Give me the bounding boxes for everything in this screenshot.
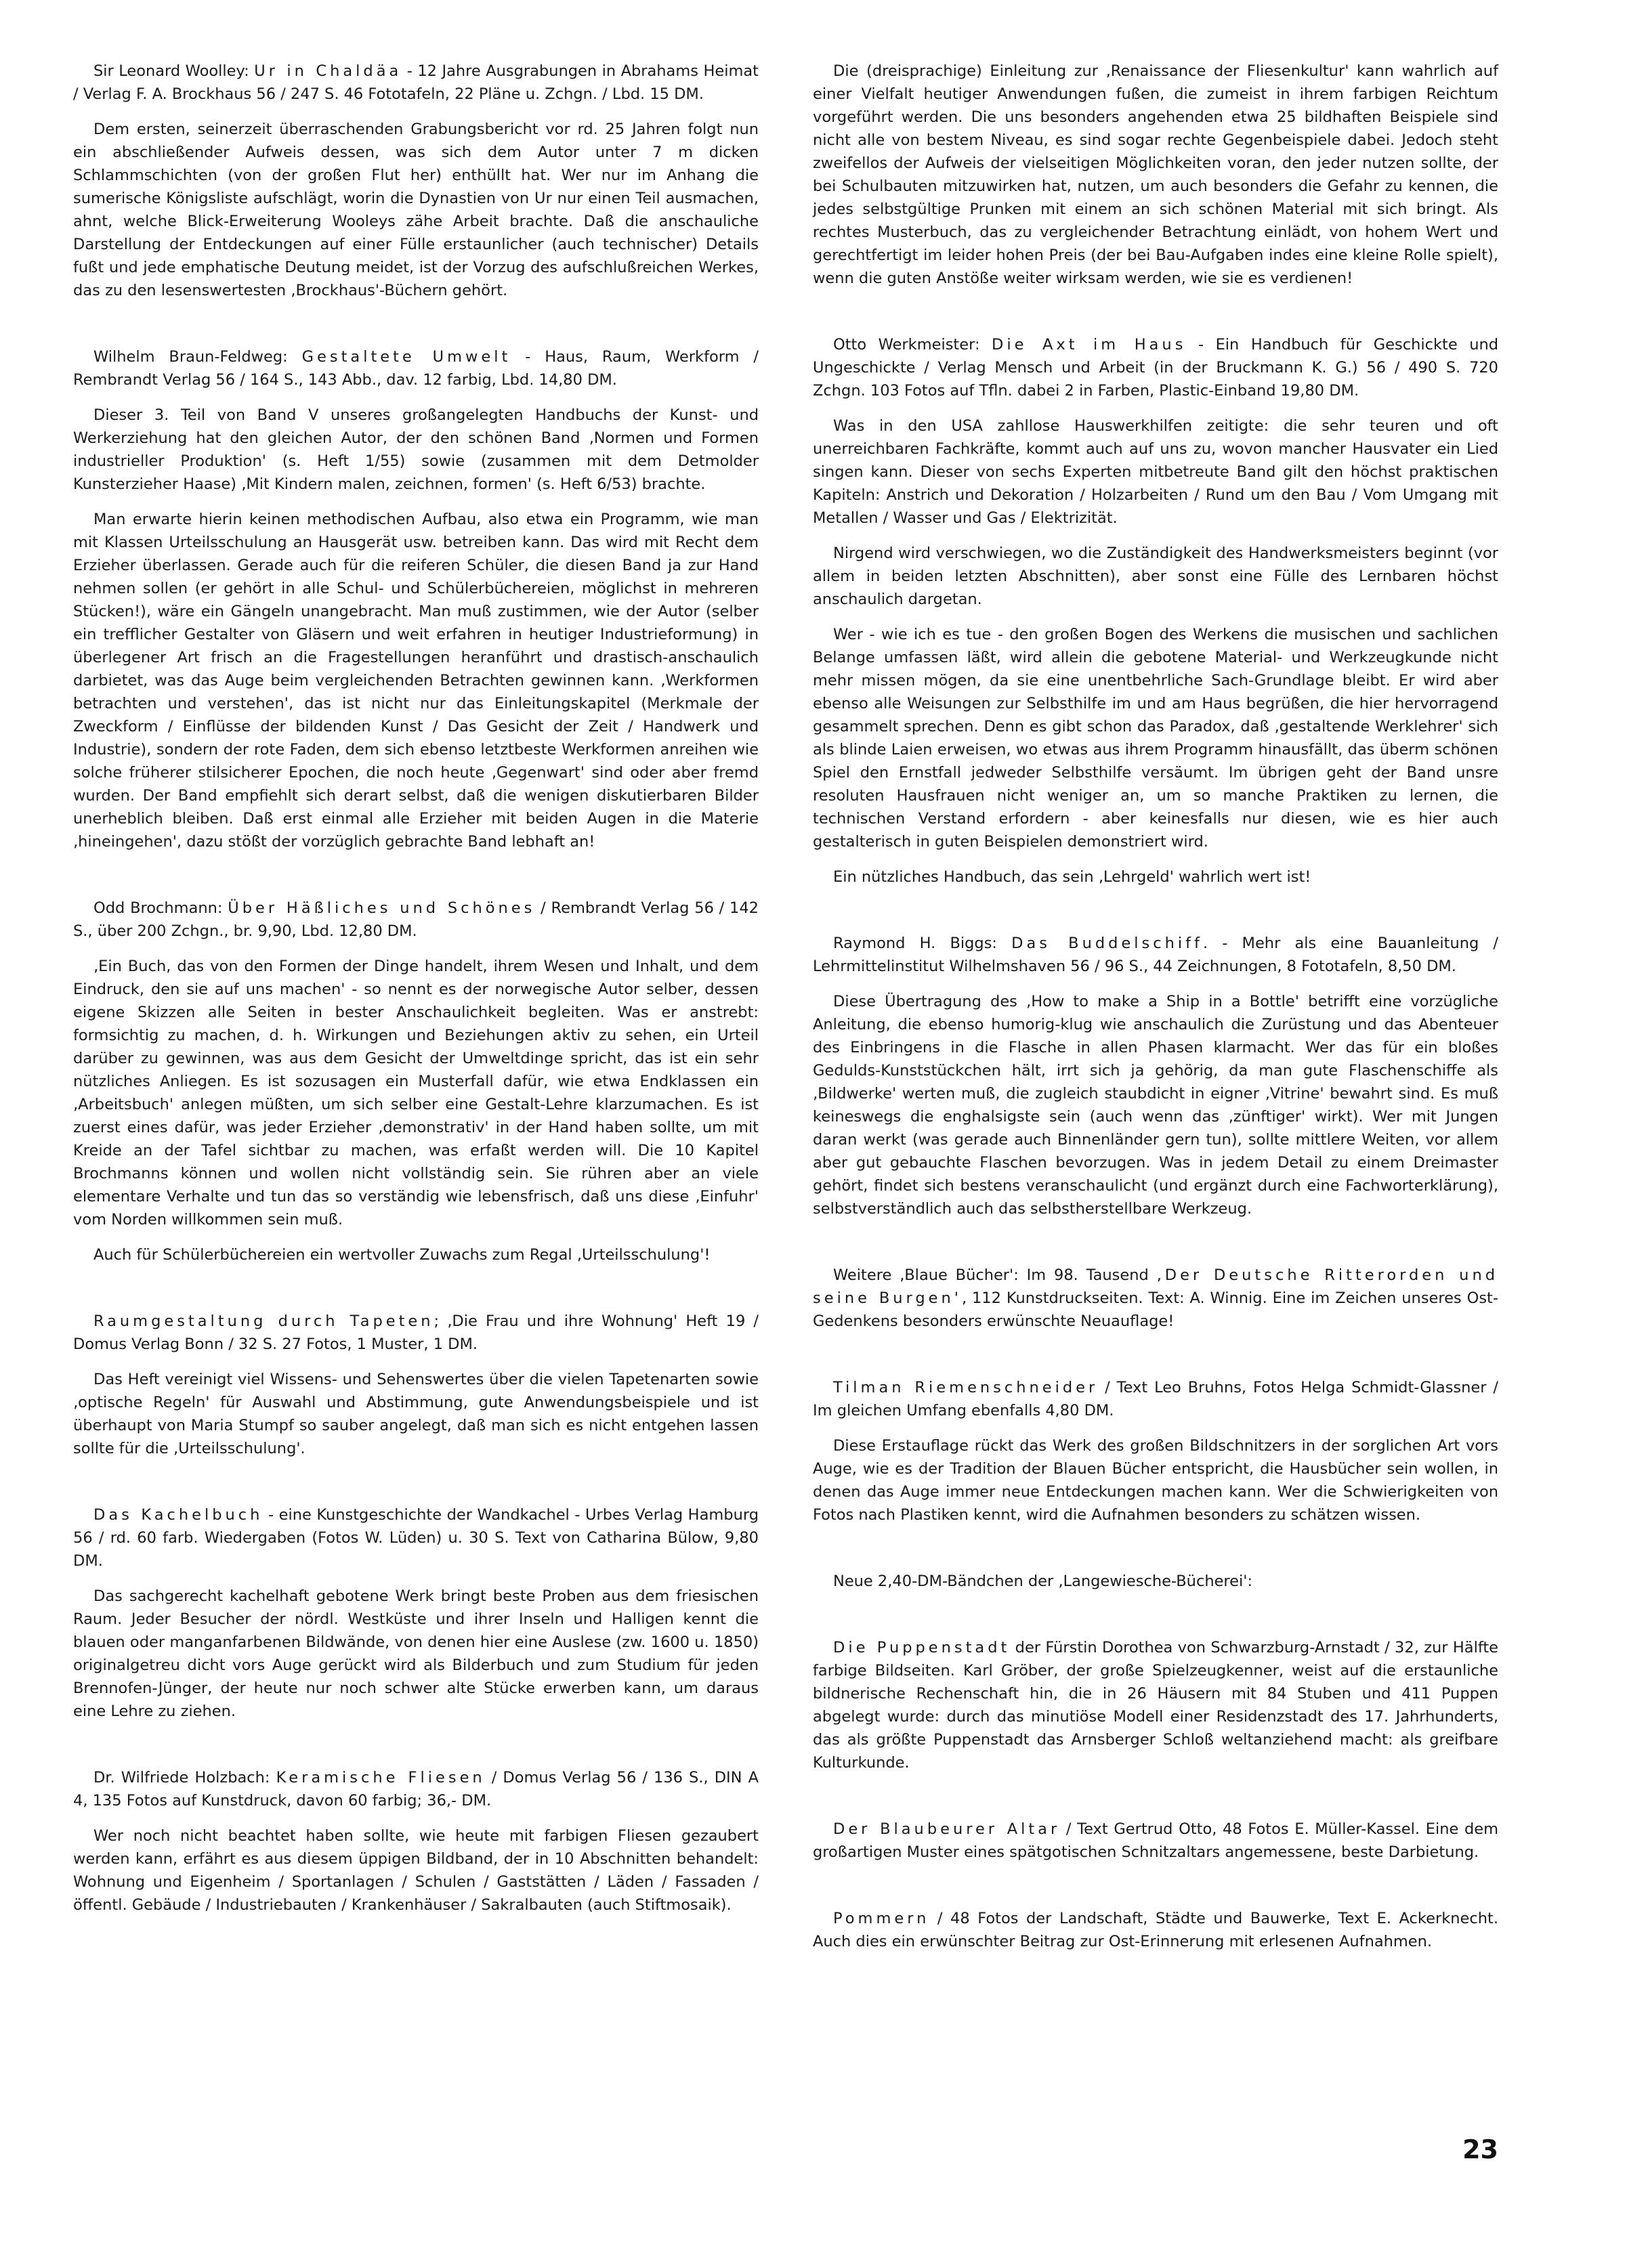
review-entry (813, 1907, 1498, 1953)
book-reference (73, 897, 759, 943)
book-author: Weitere ‚Blaue Bücher': Im 98. Tausend (833, 1266, 1157, 1284)
book-reference (813, 1376, 1498, 1422)
book-author: Dr. Wilfriede Holzbach: (93, 1769, 276, 1786)
book-reference (73, 345, 759, 391)
review-paragraph: Wer noch nicht beachtet haben sollte, wie heute mit farbigen Fliesen gezaubert werden kann, erfährt es aus diesem üppigen Bildband, der in 10 Abschnitten behandelt: Wohnung und Eigenheim / Sportanlagen / Schulen / Gaststätten / Läden / Fassaden / öffentl. Gebäude / Industriebauten / Krankenhäuser / Sakralbauten (auch Stiftmosaik). (73, 1827, 759, 1914)
review-entry (73, 345, 759, 853)
review-paragraph: Dieser 3. Teil von Band V unseres großangelegten Handbuchs der Kunst- und Werkerziehung hat den gleichen Autor, der den schönen Band ‚Normen und Formen industrieller Produktion' (s. Heft 1/55) sowie (zusammen mit dem Detmolder Kunsterzieher Haase) ‚Mit Kindern malen, zeichnen, formen' (s. Heft 6/53) brachte. (73, 406, 759, 493)
book-details: . - Mehr als eine Bauanleitung / Lehrmittelinstitut Wilhelmshaven 56 / 96 S., 44 Zeichnungen, 8 Fototafeln, 8,50 DM. (813, 935, 1498, 975)
review-paragraph: Was in den USA zahllose Hauswerkhilfen zeitigte: die sehr teuren und oft unerreichbaren Fachkräfte, kommt auch auf uns zu, wovon mancher Hausvater ein Lied singen kann. Dieser von sechs Experten mitbetreute Band gilt den höchst praktischen Kapiteln: Anstrich und Dekoration / Holzarbeiten / Rund um den Bau / Vom Umgang mit Metallen / Wasser und Gas / Elektrizität. (813, 417, 1498, 527)
review-paragraph: Die (dreisprachige) Einleitung zur ‚Renaissance der Fliesenkultur' kann wahrlich auf einer Vielfalt heutiger Anwendungen fußen, die zumeist in ihrem farbigen Reichtum vorgeführt werden. Die uns besonders angehenden etwa 25 bildhaften Beispiele sind nicht alle von bestem Niveau, es sind sogar rechte Gegenbeispiele dabei. Jedoch steht zweifellos der Aufweis der vielseitigen Möglichkeiten voran, den jeder nutzen sollte, der bei Schulbauten mitzuwirken hat, nutzen, um auch besonders die Gefahr zu kennen, die jedes selbstgültige Prunken mit einem an sich schönen Material mit sich bringt. Als rechtes Musterbuch, das zu vergleichender Betrachtung einlädt, von hohem Wert und gerechtfertigt im leider hohen Preis (der bei Bau-Aufgaben indes eine kleine Rolle spielt), wenn die guten Anstöße weiter wirksam werden, wie sie es verdienen! (813, 62, 1498, 287)
review-paragraph: Diese Erstauflage rückt das Werk des großen Bildschnitzers in der sorglichen Art vors Auge, wie es der Tradition der Blauen Bücher entspricht, die Hausbücher sein wollen, in denen das Auge immer neue Entdeckungen machen kann. Wer die Schwierigkeiten von Fotos nach Plastiken kennt, wird die Aufnahmen besonders zu schätzen wissen. (813, 1437, 1498, 1524)
review-entry (813, 60, 1498, 290)
book-reference (73, 1310, 759, 1356)
book-details: ; ‚Die Frau und ihre Wohnung' Heft 19 / Domus Verlag Bonn / 32 S. 27 Fotos, 1 Muster, 1 DM. (73, 1312, 759, 1353)
review-paragraph: Auch für Schülerbüchereien ein wertvoller Zuwachs zum Regal ‚Urteilsschulung'! (93, 1246, 711, 1264)
book-reference (813, 1570, 1498, 1593)
book-title: Raumgestaltung durch Tapeten (93, 1312, 434, 1330)
review-entry (73, 60, 759, 302)
review-paragraph: Dem ersten, seinerzeit überraschenden Grabungsbericht vor rd. 25 Jahren folgt nun ein abschließender Aufweis dessen, was sich dem Autor unter 7 m dicken Schlammschichten (von der großen Flut her) enthüllt hat. Wer nur im Anhang die sumerische Königsliste aufschlägt, worin die Dynastien von Ur nur einen Teil ausmachen, ahnt, welche Blick-Erweiterung Wooleys zähe Arbeit brachte. Daß die anschauliche Darstellung der Entdeckungen auf einer Fülle erstaunlicher (auch technischer) Details fußt und jede emphatische Deutung meidet, ist der Vorzug des aufschlußreichen Werkes, das zu den lesenswertesten ‚Brockhaus'-Büchern gehört. (73, 121, 759, 299)
book-title: Keramische Fliesen (276, 1769, 486, 1786)
book-details: - Haus, Raum, Werkform / Rembrandt Verlag 56 / 164 S., 143 Abb., dav. 12 farbig, Lbd. 14,80 DM. (73, 348, 759, 389)
left-column (73, 60, 759, 1960)
review-paragraph: Das sachgerecht kachelhaft gebotene Werk bringt beste Proben aus dem friesischen Raum. Jeder Besucher der nördl. Westküste und ihrer Inseln und Halligen kennt die blauen oder manganfarbenen Bildwände, von denen hier eine Auslese (zw. 1600 u. 1850) originalgetreu dicht vors Auge gerückt wird als Bilderbuch und zum Studium für jeden Brennofen-Jünger, der heute nur noch schwer alte Stücke erwerben kann, um daraus eine Lehre zu ziehen. (73, 1587, 759, 1720)
book-reference (813, 1636, 1498, 1774)
book-reference (813, 1907, 1498, 1953)
review-paragraph: Diese Übertragung des ‚How to make a Ship in a Bottle' betrifft eine vorzügliche Anleitung, die ebenso humorig-klug wie anschaulich die Zurüstung und das Abenteuer des Einbringens in die Flasche in allen Phasen klarmacht. Wer das für ein bloßes Gedulds-Kunststückchen hält, irrt sich ja gehörig, da man gute Flaschenschiffe als ‚Bildwerke' werten muß, die zugleich staubdicht in eigner ‚Vitrine' bewahrt sind. Es muß keineswegs die enghalsigste sein (auch wenn das ‚zünftiger' wirkt). Wer mit Jungen daran werkt (was gerade auch Binnenländer gern tun), sollte mittlere Weiten, vor allem aber gut gebauchte Flaschen bevorzugen. Was in jedem Detail zu einem Dreimaster gehört, findet sich bestens veranschaulicht (und ergänzt durch eine Fachworterklärung), selbstverständlich auch das selbstherstellbare Werkzeug. (813, 993, 1498, 1218)
review-entry (813, 1636, 1498, 1774)
review-entry (813, 932, 1498, 1220)
book-title: Der Blaubeurer Altar (833, 1820, 1061, 1838)
review-paragraph: Wer - wie ich es tue - den großen Bogen des Werkens die musischen und sachlichen Belange umfassen läßt, wird allein die gebotene Material- und Werkzeugkunde nicht mehr missen mögen, da sie eine unentbehrliche Sach-Grundlage bleibt. Er wird aber ebenso alle Weisungen zur Selbsthilfe im und am Haus begrüßen, die hier hervorragend gesammelt sprechen. Denn es gibt schon das Paradox, daß ‚gestaltende Werklehrer' sich als blinde Laien erweisen, wo etwas aus ihrem Programm hinausfällt, das überm schönen Spiel den Ernstfall jedweder Selbsthilfe versäumt. Im übrigen geht der Band unsre resoluten Hausfrauen nicht weniger an, um so manche Praktiken zu lernen, die technischen Verstand erfordern - aber keinesfalls nur diesen, wie es hier auch gestalterisch in guten Beispielen demonstriert wird. (813, 626, 1498, 851)
book-details: - Ein Handbuch für Geschickte und Ungeschickte / Verlag Mensch und Arbeit (in der Bruckmann K. G.) 56 / 490 S. 720 Zchgn. 103 Fotos auf Tfln. dabei 2 in Farben, Plastic-Einband 19,80 DM. (813, 336, 1498, 400)
book-reference (813, 333, 1498, 402)
review-paragraph: ‚Ein Buch, das von den Formen der Dinge handelt, ihrem Wesen und Inhalt, und dem Eindruck, den sie auf uns machen' - so nennt es der norwegische Autor selber, dessen eigene Skizzen alle Seiten in bester Anschaulichkeit begleiten. Was er anstrebt: formsichtig zu machen, d. h. Wirkungen und Beziehungen aktiv zu sehen, ein Urteil darüber zu gewinnen, was aus dem Gesicht der Umweltdinge spricht, das ist ein sehr nützliches Anliegen. Es ist sozusagen ein Musterfall dafür, wie etwa Endklassen ein ‚Arbeitsbuch' anlegen müßten, um sich selber eine Gestalt-Lehre klarzumachen. Es ist zuerst eines dafür, was jeder Erzieher ‚demonstrativ' in der Hand haben sollte, um mit Kreide an der Tafel sichtbar zu machen, was erfaßt werden will. Die 10 Kapitel Brochmanns können und wollen nicht vollständig sein. Sie rühren aber an viele elementare Verhalte und tun das so verständig wie lebensfrisch, daß uns diese ‚Einfuhr' vom Norden willkommen sein muß. (73, 958, 759, 1228)
book-details: der Fürstin Dorothea von Schwarzburg-Arnstadt / 32, zur Hälfte farbige Bildseiten. Karl Gröber, der große Spielzeugkenner, weist auf die erstaunliche bildnerische Rechenschaft hin, die in 26 Häusern mit 84 Stuben und 411 Puppen abgelegt wurde: durch das minutiöse Modell einer Residenzstadt des 17. Jahrhunderts, das als größte Puppenstadt das Arnsberger Schloß weltanziehend macht: als greifbare Kulturkunde. (813, 1639, 1499, 1772)
book-reference (813, 1264, 1498, 1333)
book-title: ‚Der Deutsche Ritterorden und seine Burgen' (813, 1266, 1498, 1307)
book-author: Raymond H. Biggs: (833, 935, 1012, 952)
book-title: Das Kachelbuch (93, 1506, 263, 1524)
book-title: Das Buddelschiff (1011, 935, 1203, 952)
book-details: / Rembrandt Verlag 56 / 142 S., über 200 Zchgn., br. 9,90, Lbd. 12,80 DM. (73, 899, 759, 940)
review-entry (813, 1376, 1498, 1526)
review-entry (73, 1310, 759, 1460)
book-title: Pommern (833, 1910, 930, 1927)
book-title: Tilman Riemenschneider (833, 1379, 1099, 1396)
book-author: Sir Leonard Woolley: (93, 62, 255, 80)
review-entry (73, 1503, 759, 1723)
book-details: , 112 Kunstdruckseiten. Text: A. Winnig. Eine im Zeichen unseres Ost-Gedenkens besonders erwünschte Neuauflage! (813, 1289, 1498, 1330)
book-reference (73, 1766, 759, 1812)
book-reference (73, 1503, 759, 1572)
book-details: / Text Leo Bruhns, Fotos Helga Schmidt-Glassner / Im gleichen Umfang ebenfalls 4,80 DM. (813, 1379, 1498, 1419)
book-reference (73, 60, 759, 106)
book-title: Die Axt im Haus (992, 336, 1187, 354)
book-title: Die Puppenstadt (833, 1639, 1011, 1656)
book-author: Odd Brochmann: (93, 899, 228, 917)
book-title: Ur in Chaldäa (254, 62, 402, 80)
book-reference (813, 1818, 1498, 1864)
review-entry (813, 1818, 1498, 1864)
book-details: / Text Gertrud Otto, 48 Fotos E. Müller-Kassel. Eine dem großartigen Muster eines spätgotischen Schnitzaltars angemessene, beste Darbietung. (813, 1820, 1499, 1861)
review-paragraph: Nirgend wird verschwiegen, wo die Zuständigkeit des Handwerksmeisters beginnt (vor allem in beiden letzten Abschnitten), aber sonst eine Fülle des Lernbaren höchst anschaulich dargetan. (813, 544, 1498, 608)
review-entry (73, 1766, 759, 1917)
review-paragraph: Ein nützliches Handbuch, das sein ‚Lehrgeld' wahrlich wert ist! (833, 868, 1311, 886)
right-column (813, 60, 1498, 1996)
book-author: Wilhelm Braun-Feldweg: (93, 348, 302, 366)
book-title: Über Häßliches und Schönes (228, 899, 536, 917)
book-reference (813, 932, 1498, 978)
review-entry (813, 333, 1498, 889)
review-paragraph: Das Heft vereinigt viel Wissens- und Sehenswertes über die vielen Tapetenarten sowie ‚optische Regeln' für Auswahl und Abstimmung, gute Anwendungsbeispiele und ist überhaupt von Maria Stumpf so sauber angelegt, daß man sich es nicht entgehen lassen sollte für die ‚Urteilsschulung'. (73, 1371, 759, 1457)
review-entry (813, 1264, 1498, 1333)
book-details: - eine Kunstgeschichte der Wandkachel - Urbes Verlag Hamburg 56 / rd. 60 farb. Wiedergaben (Fotos W. Lüden) u. 30 S. Text von Catharina Bülow, 9,80 DM. (73, 1506, 759, 1570)
book-details: / Domus Verlag 56 / 136 S., DIN A 4, 135 Fotos auf Kunstdruck, davon 60 farbig; 36,- DM. (73, 1769, 759, 1810)
review-entry (73, 897, 759, 1266)
book-author: Otto Werkmeister: (833, 336, 992, 354)
book-title: Gestaltete Umwelt (301, 348, 511, 366)
page-number: 23 (1462, 2135, 1498, 2164)
review-entry (813, 1570, 1498, 1593)
book-author: Neue 2,40-DM-Bändchen der ‚Langewiesche-Bücherei': (833, 1572, 1253, 1590)
review-paragraph: Man erwarte hierin keinen methodischen Aufbau, also etwa ein Programm, wie man mit Klassen Urteilsschulung an Hausgerät usw. betreiben kann. Das wird mit Recht dem Erzieher überlassen. Gerade auch für die reiferen Schüler, die diesen Band ja zur Hand nehmen sollen (er gehört in alle Schul- und Schülerbüchereien, möglichst in mehreren Stücken!), wäre ein Gängeln unangebracht. Man muß zustimmen, wie der Autor (selber ein trefflicher Gestalter von Gläsern und weit erfahren in heutiger Industrieformung) in überlegener Art frisch an die Fragestellungen heranführt und drastisch-anschaulich darbietet, was das Auge beim vergleichenden Betrachten gewinnen kann. ‚Werkformen betrachten und verstehen', das ist nicht nur das Einleitungskapitel (Merkmale der Zweckform / Einflüsse der bildenden Kunst / Das Gesicht der Zeit / Handwerk und Industrie), sondern der rote Faden, dem sich ebenso letztbeste Werkformen anreihen wie solche früherer stilsicherer Epochen, die noch heute ‚Gegenwart' sind oder aber fremd wurden. Der Band empfiehlt sich derart selbst, daß die wenigen diskutierbaren Bilder unerheblich bleiben. Daß erst einmal alle Erzieher mit beiden Augen in die Materie ‚hineingehen', dazu stößt der vorzüglich gebrachte Band lebhaft an! (73, 511, 759, 851)
book-details: - 12 Jahre Ausgrabungen in Abrahams Heimat / Verlag F. A. Brockhaus 56 / 247 S. 46 Fototafeln, 22 Pläne u. Zchgn. / Lbd. 15 DM. (73, 62, 759, 103)
book-details: / 48 Fotos der Landschaft, Städte und Bauwerke, Text E. Ackerknecht. Auch dies ein erwünschter Beitrag zur Ost-Erinnerung mit erlesenen Aufnahmen. (813, 1910, 1498, 1950)
